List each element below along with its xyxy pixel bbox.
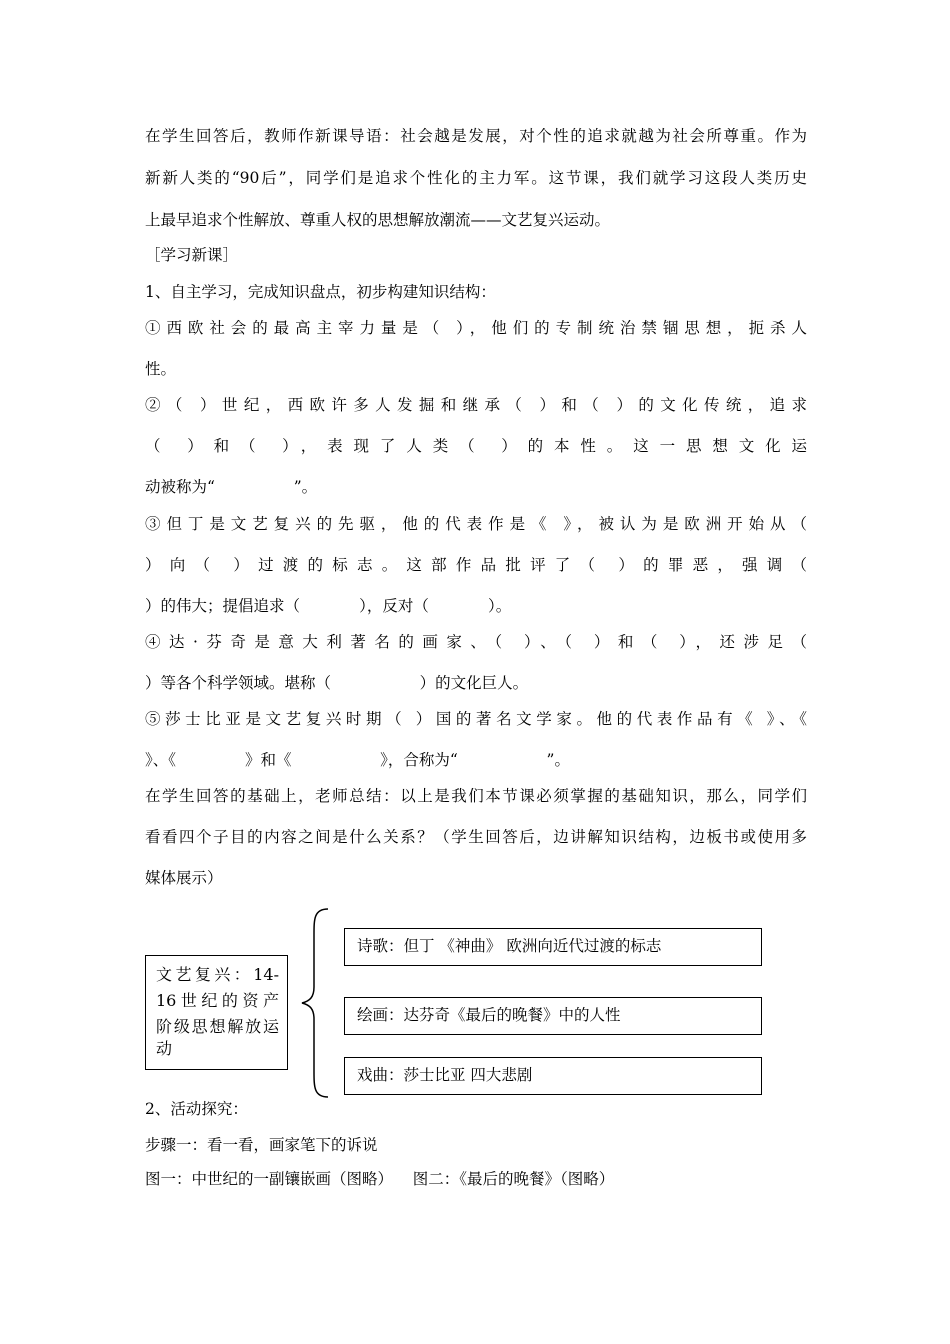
diagram-item-poetry: 诗歌：但丁 《神曲》 欧洲向近代过渡的标志 (344, 928, 762, 966)
text-line-q5b: 》、《 》和《 》，合称为“ ”。 (145, 751, 570, 769)
text-line-intro-3: 上最早追求个性解放、尊重人权的思想解放潮流——文艺复兴运动。 (145, 211, 611, 229)
diagram-item-painting: 绘画：达芬奇《最后的晚餐》中的人性 (344, 997, 762, 1035)
topic-line-4: 动 (156, 1040, 173, 1056)
curly-brace-connector (296, 905, 336, 1101)
text-line-q2b: （ ）和（ ），表现了人类（ ）的本性。这一思想文化运 (145, 437, 807, 455)
text-line-figures: 图一：中世纪的一副镶嵌画（图略） 图二：《最后的晚餐》（图略） (145, 1170, 615, 1188)
text-line-summary-2: 看看四个子目的内容之间是什么关系？（学生回答后，边讲解知识结构，边板书或使用多 (145, 828, 807, 846)
section-heading-new-lesson: ［学习新课］ (145, 246, 239, 264)
text-line-step-1: 步骤一：看一看，画家笔下的诉说 (145, 1136, 378, 1154)
text-line-task-1: 1、自主学习，完成知识盘点，初步构建知识结构： (145, 283, 496, 301)
topic-line-3: 阶级思想解放运 (156, 1017, 279, 1036)
text-line-q3b: ）向（ ）过渡的标志。这部作品批评了（ ）的罪恶，强调（ (145, 556, 807, 574)
diagram-item-drama: 戏曲：莎士比亚 四大悲剧 (344, 1057, 762, 1095)
text-line-q5a: ⑤莎士比亚是文艺复兴时期（ ）国的著名文学家。他的代表作品有《 》、《 (145, 710, 807, 728)
text-line-intro-1: 在学生回答后，教师作新课导语：社会越是发展，对个性的追求就越为社会所尊重。作为 (145, 127, 807, 145)
topic-line-2: 16世纪的资产 (156, 991, 279, 1010)
text-line-q3a: ③但丁是文艺复兴的先驱，他的代表作是《 》，被认为是欧洲开始从（ (145, 515, 807, 533)
text-line-q2c: 动被称为“ ”。 (145, 478, 318, 496)
topic-line-1: 文艺复兴：14- (156, 965, 279, 984)
text-line-q4a: ④达·芬奇是意大利著名的画家、（ ）、（ ）和（ ），还涉足（ (145, 633, 807, 651)
text-line-q2a: ②（ ）世纪，西欧许多人发掘和继承（ ）和（ ）的文化传统，追求 (145, 396, 807, 414)
text-line-q1b: 性。 (145, 360, 177, 378)
text-line-summary-3: 媒体展示） (145, 869, 223, 887)
text-line-q4b: ）等各个科学领域。堪称（ ）的文化巨人。 (145, 674, 529, 692)
text-line-q3c: ）的伟大；提倡追求（ ），反对（ ）。 (145, 597, 512, 615)
text-line-q1a: ①西欧社会的最高主宰力量是（ ），他们的专制统治禁锢思想，扼杀人 (145, 319, 807, 337)
diagram-topic-box (145, 955, 288, 1070)
text-line-intro-2: 新新人类的“90后”，同学们是追求个性化的主力军。这节课，我们就学习这段人类历史 (145, 169, 807, 187)
text-line-activity: 2、活动探究： (145, 1100, 248, 1118)
text-line-summary-1: 在学生回答的基础上，老师总结：以上是我们本节课必须掌握的基础知识，那么，同学们 (145, 787, 807, 805)
